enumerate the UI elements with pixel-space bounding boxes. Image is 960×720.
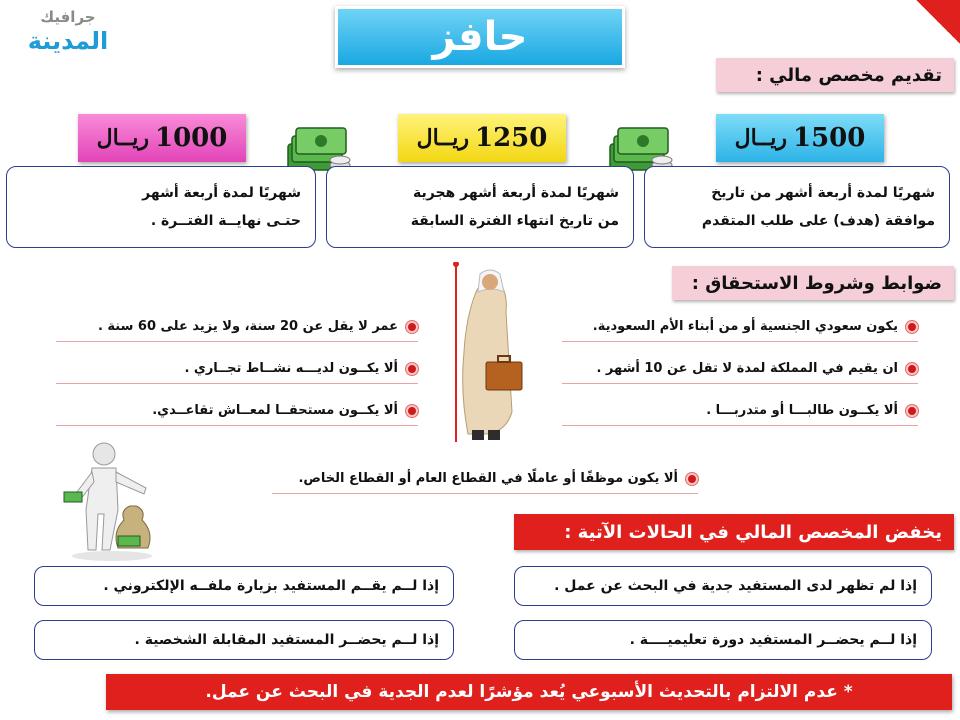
condition-text: ألا يكــون لديـــه نشــاط تجــاري . [184,361,398,376]
list-item [56,312,418,342]
list-item [56,396,418,426]
reduction-box [34,620,454,660]
tier-currency: ريــال [96,125,149,151]
condition-text: ألا يكون موظفًا أو عاملًا في القطاع العام أو القطاع الخاص. [298,471,678,486]
reduction-text: إذا لــم يقــم المستفيد بزيارة ملفــه الإلكتروني . [103,578,439,594]
list-item [272,464,698,494]
section-allowance-label: تقديم مخصص مالي : [755,64,942,86]
tier-1250-tag [398,114,566,162]
footer-text: * عدم الالتزام بالتحديث الأسبوعي يُعد مؤشرًا لعدم الجدية في البحث عن عمل. [205,682,853,702]
conditions-left-list [56,312,418,426]
reduction-box [34,566,454,606]
footer-note [106,674,952,710]
list-item [562,396,918,426]
list-item [562,312,918,342]
bullet-icon [406,321,418,333]
condition-text: عمر لا يقل عن 20 سنة، ولا يزيد على 60 سنة . [97,319,398,334]
bullet-icon [686,473,698,485]
logo-line1: جرافيك [40,8,96,26]
reduction-text: إذا لــم يحضــر المستفيد المقابلة الشخصية . [134,632,439,648]
condition-text: يكون سعودي الجنسية أو من أبناء الأم السعودية. [592,319,898,334]
tier-line1: شهريًا لمدة أربعة أشهر [142,185,301,201]
condition-text: ألا يكــون طالبـــا أو متدربـــا . [706,403,898,418]
tier-line1: شهريًا لمدة أربعة أشهر من تاريخ [711,185,935,201]
logo-line2: المدينة [27,27,109,55]
section-allowance-header [716,58,954,92]
reduction-box [514,566,932,606]
bullet-icon [906,363,918,375]
list-item [562,354,918,384]
tier-1500-tag [716,114,884,162]
saudi-man-briefcase-icon [446,262,526,448]
corner-decoration [916,0,960,44]
tier-line2: موافقة (هدف) على طلب المتقدم [701,213,935,229]
section-reduction-header [514,514,954,550]
tier-1000-tag [78,114,246,162]
tier-line2: حتـى نهايــة الفتــرة . [150,213,301,229]
tier-amount: 1000 [154,123,228,153]
bullet-icon [406,363,418,375]
conditions-right-list [562,312,918,426]
tier-1000-box [6,166,316,248]
tier-1250-box [326,166,634,248]
page-title: حافز [335,6,625,68]
bullet-icon [906,321,918,333]
reduction-text: إذا لم تظهر لدى المستفيد جدية في البحث عن عمل . [554,578,917,594]
tier-amount: 1250 [474,123,548,153]
bullet-icon [406,405,418,417]
logo [18,8,118,70]
section-eligibility-label: ضوابط وشروط الاستحقاق : [691,272,942,294]
section-eligibility-header [672,266,954,300]
condition-center [272,464,698,494]
section-reduction-label: يخفض المخصص المالي في الحالات الآتية : [564,521,942,543]
tier-1500-box [644,166,950,248]
tier-currency: ريــال [416,125,469,151]
bullet-icon [906,405,918,417]
list-item [56,354,418,384]
tier-line2: من تاريخ انتهاء الفترة السابقة [410,213,619,229]
condition-text: ألا يكــون مستحقــا لمعــاش تقاعــدي. [152,403,398,418]
reduction-box [514,620,932,660]
figure-money-bag-icon [62,440,172,562]
reduction-text: إذا لــم يحضــر المستفيد دورة تعليميــــة . [629,632,917,648]
tier-currency: ريــال [734,125,787,151]
tier-amount: 1500 [792,123,866,153]
condition-text: ان يقيم في المملكة لمدة لا تقل عن 10 أشهر . [596,361,898,376]
tier-line1: شهريًا لمدة أربعة أشهر هجرية [412,185,619,201]
